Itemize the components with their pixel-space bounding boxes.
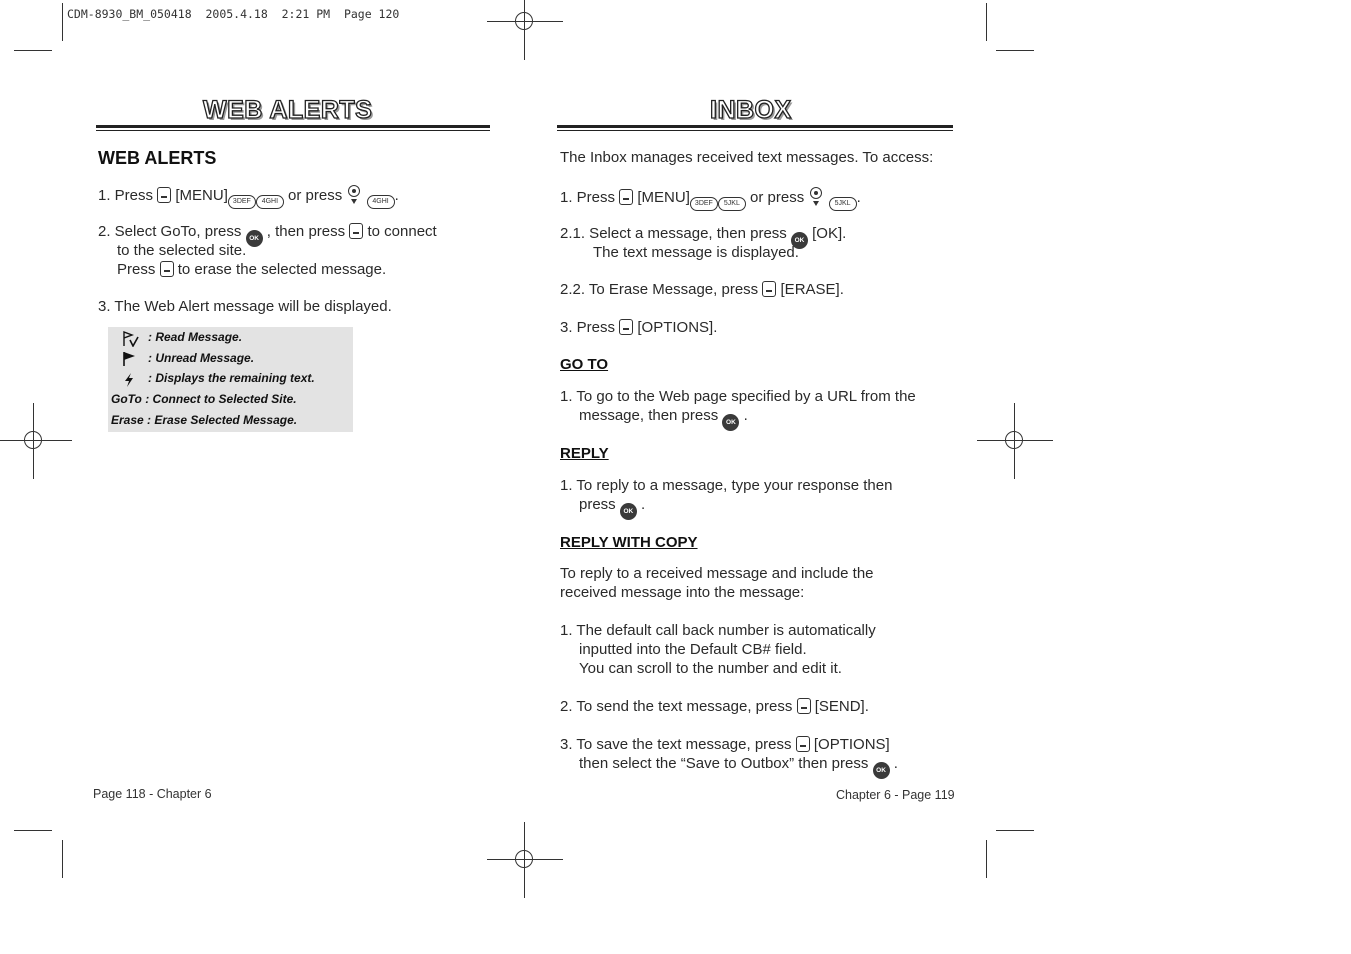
left-step-1: 1. Press [MENU] 3DEF 4GHI or press 4GHI . <box>98 184 399 209</box>
left-page-title: WEB ALERTS <box>203 96 373 124</box>
key-4-icon: 4GHI <box>256 195 284 209</box>
registration-mark-bottom <box>505 840 545 880</box>
right-page-footer: Chapter 6 - Page 119 <box>836 788 955 802</box>
left-softkey-icon <box>349 223 363 239</box>
left-softkey-icon <box>157 187 171 203</box>
web-alerts-subheading: WEB ALERTS <box>98 148 217 168</box>
right-step-2-1: 2.1. Select a message, then press OK [OK]. <box>560 224 846 249</box>
reply-with-copy-intro: To reply to a received message and include the <box>560 565 874 582</box>
ok-button-icon: OK <box>873 762 890 779</box>
left-step-3: 3. The Web Alert message will be displayed. <box>98 298 392 315</box>
left-title-rule <box>96 125 490 128</box>
right-softkey-icon <box>797 698 811 714</box>
key-5-icon: 5JKL <box>718 197 746 211</box>
reply-copy-step-3: 3. To save the text message, press [OPTIONS] <box>560 736 890 753</box>
key-3-icon: 3DEF <box>228 195 256 209</box>
right-step-2-2: 2.2. To Erase Message, press [ERASE]. <box>560 281 844 298</box>
left-softkey-icon <box>796 736 810 752</box>
right-page-title: INBOX <box>710 96 792 124</box>
registration-mark-top <box>505 2 545 42</box>
right-step-1: 1. Press [MENU] 3DEF 5JKL or press 5JKL . <box>560 186 861 211</box>
left-step-2-erase: Press to erase the selected message. <box>117 261 387 278</box>
right-step-3: 3. Press [OPTIONS]. <box>560 319 718 336</box>
read-message-icon <box>122 331 140 347</box>
key-4-icon: 4GHI <box>367 195 395 209</box>
navigation-key-icon <box>808 186 824 208</box>
inbox-intro: The Inbox manages received text messages. To access: <box>560 149 934 166</box>
print-slug: CDM-8930_BM_050418 2005.4.18 2:21 PM Page 120 <box>67 7 400 21</box>
goto-heading: GO TO <box>560 356 609 373</box>
right-softkey-icon <box>160 261 174 277</box>
left-step-2: 2. Select GoTo, press OK , then press to connect <box>98 222 437 247</box>
reply-copy-step-1: 1. The default call back number is automatically <box>560 622 876 639</box>
right-softkey-icon <box>762 281 776 297</box>
right-title-rule <box>557 125 953 128</box>
unread-message-icon <box>122 351 138 367</box>
key-3-icon: 3DEF <box>690 197 718 211</box>
reply-heading: REPLY <box>560 445 609 462</box>
key-5-icon: 5JKL <box>829 197 857 211</box>
lightning-bolt-icon <box>123 372 135 388</box>
left-softkey-icon <box>619 189 633 205</box>
goto-step-1: 1. To go to the Web page specified by a URL from the <box>560 388 916 405</box>
ok-button-icon: OK <box>620 503 637 520</box>
left-page-footer: Page 118 - Chapter 6 <box>93 787 212 801</box>
icon-legend-box: : Read Message. : Unread Message. : Displays the remaining text. GoTo : Connect to Selected Site. Erase : Erase Selected Message. <box>108 327 353 432</box>
left-softkey-icon <box>619 319 633 335</box>
registration-mark-left <box>14 421 54 461</box>
reply-copy-step-2: 2. To send the text message, press [SEND]. <box>560 698 869 715</box>
registration-mark-right <box>995 421 1035 461</box>
ok-button-icon: OK <box>246 230 263 247</box>
reply-with-copy-heading: REPLY WITH COPY <box>560 534 698 551</box>
ok-button-icon: OK <box>791 232 808 249</box>
navigation-key-icon <box>346 184 362 206</box>
reply-step-1: 1. To reply to a message, type your response then <box>560 477 893 494</box>
ok-button-icon: OK <box>722 414 739 431</box>
